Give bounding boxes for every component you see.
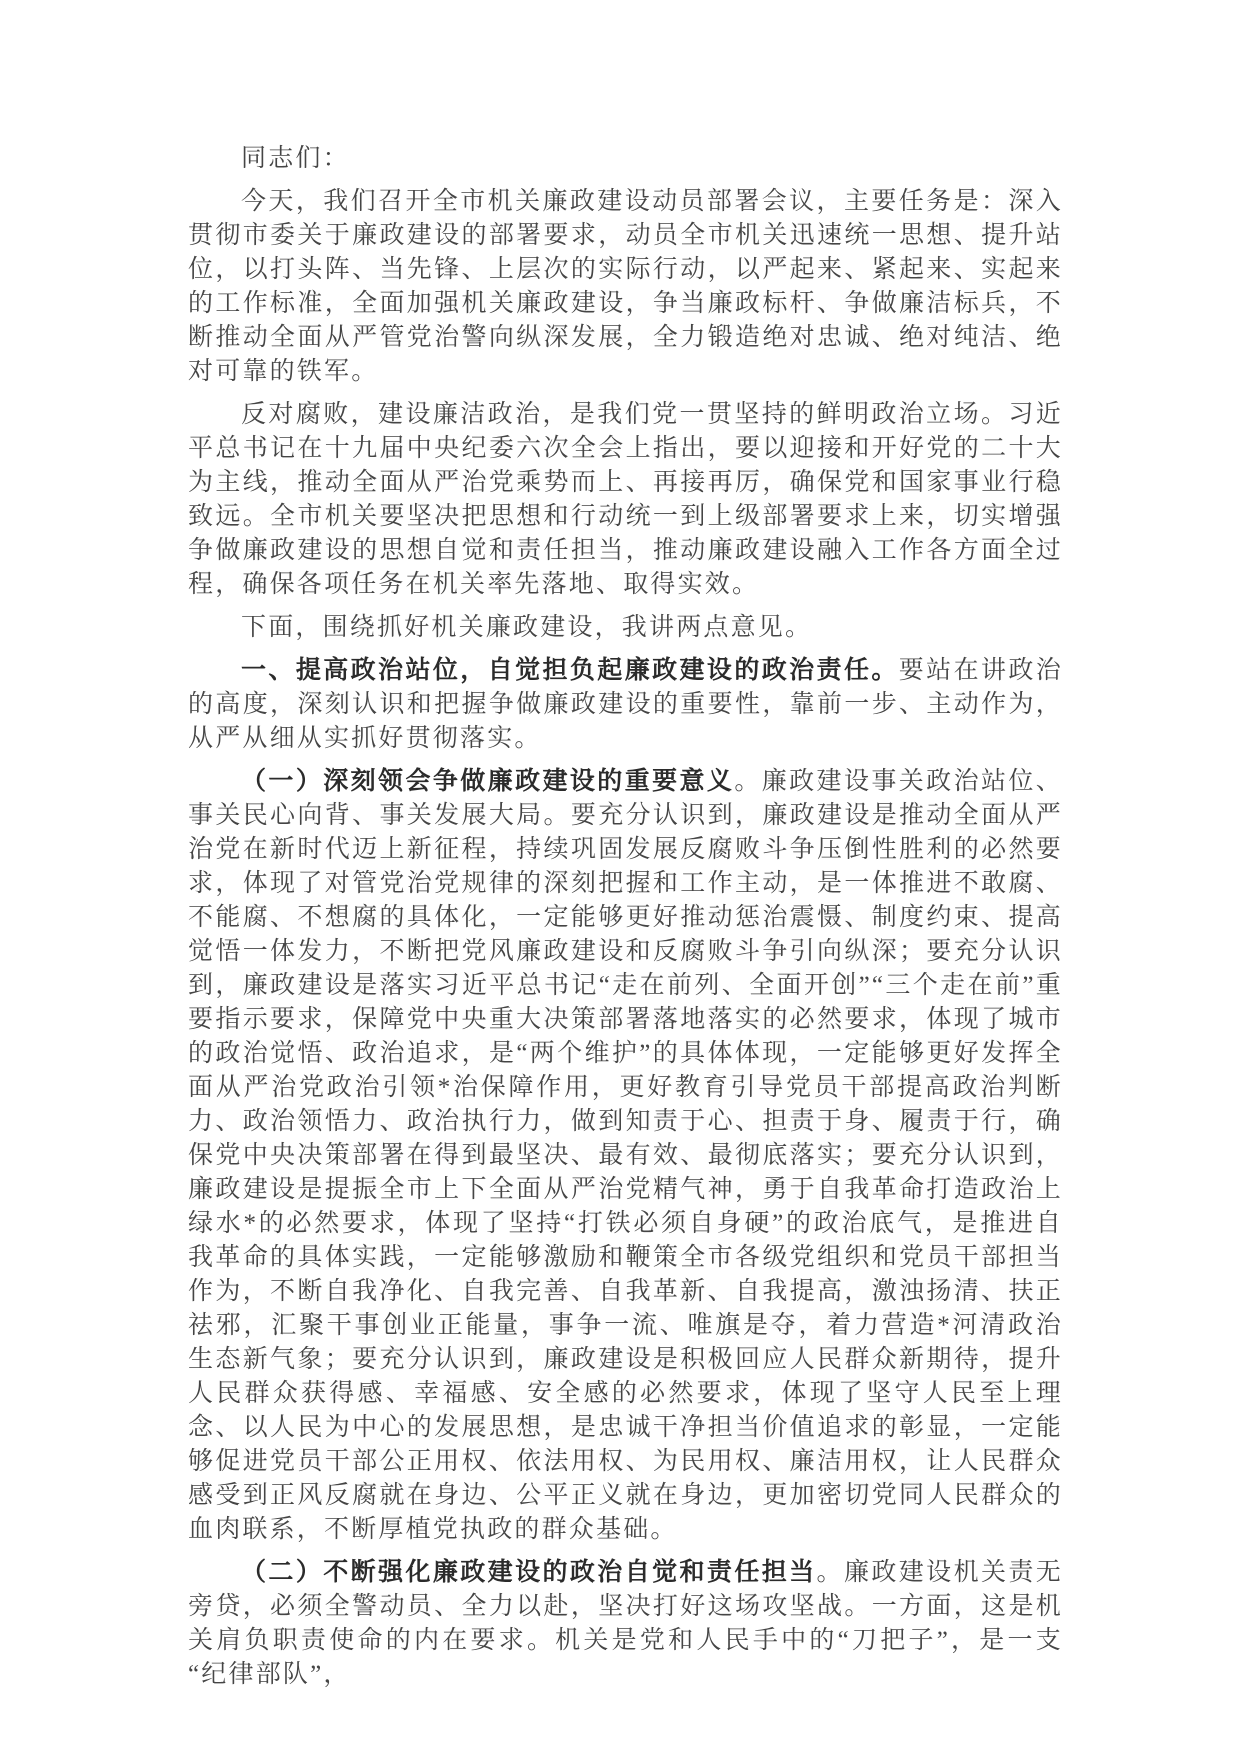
transition-paragraph-text: 下面，围绕抓好机关廉政建设，我讲两点意见。 xyxy=(241,614,813,641)
section-1-text: 要站在讲政治的高度，深刻认识和把握争做廉政建设的重要性，靠前一步、主动作为，从严从细从实抓好贯彻落实。 xyxy=(188,657,1063,752)
background-paragraph xyxy=(188,398,1063,602)
opening-paragraph-text: 今天，我们召开全市机关廉政建设动员部署会议，主要任务是：深入贯彻市委关于廉政建设的部署要求，动员全市机关迅速统一思想、提升站位，以打头阵、当先锋、上层次的实际行动，以严起来、紧起来、实起来的工作标准，全面加强机关廉政建设，争当廉政标杆、争做廉洁标兵，不断推动全面从严管党治警向纵深发展，全力锻造绝对忠诚、绝对纯洁、绝对可靠的铁军。 xyxy=(188,188,1063,385)
document-body xyxy=(188,142,1063,1692)
salutation-text: 同志们： xyxy=(241,145,350,172)
opening-paragraph xyxy=(188,185,1063,389)
section-1-2-paragraph xyxy=(188,1556,1063,1692)
section-1-2-heading: （二）不断强化廉政建设的政治自觉和责任担当 xyxy=(241,1559,817,1586)
section-1-paragraph xyxy=(188,654,1063,756)
section-1-1-paragraph xyxy=(188,765,1063,1547)
section-1-heading: 一、提高政治站位，自觉担负起廉政建设的政治责任。 xyxy=(241,657,899,684)
section-1-1-heading: （一）深刻领会争做廉政建设的重要意义 xyxy=(241,768,735,795)
background-paragraph-text: 反对腐败，建设廉洁政治，是我们党一贯坚持的鲜明政治立场。习近平总书记在十九届中央纪委六次全会上指出，要以迎接和开好党的二十大为主线，推动全面从严治党乘势而上、再接再厉，确保党和国家事业行稳致远。全市机关要坚决把思想和行动统一到上级部署要求上来，切实增强争做廉政建设的思想自觉和责任担当，推动廉政建设融入工作各方面全过程，确保各项任务在机关率先落地、取得实效。 xyxy=(188,401,1063,598)
section-1-2-text: 。廉政建设机关责无旁贷，必须全警动员、全力以赴，坚决打好这场攻坚战。一方面，这是机关肩负职责使命的内在要求。机关是党和人民手中的“刀把子”，是一支“纪律部队”， xyxy=(188,1559,1063,1688)
salutation-paragraph xyxy=(188,142,1063,176)
transition-paragraph xyxy=(188,611,1063,645)
section-1-1-text: 。廉政建设事关政治站位、事关民心向背、事关发展大局。要充分认识到，廉政建设是推动全面从严治党在新时代迈上新征程，持续巩固发展反腐败斗争压倒性胜利的必然要求，体现了对管党治党规律的深刻把握和工作主动，是一体推进不敢腐、不能腐、不想腐的具体化，一定能够更好推动惩治震慑、制度约束、提高觉悟一体发力，不断把党风廉政建设和反腐败斗争引向纵深；要充分认识到，廉政建设是落实习近平总书记“走在前列、全面开创”“三个走在前”重要指示要求，保障党中央重大决策部署落地落实的必然要求，体现了城市的政治觉悟、政治追求，是“两个维护”的具体体现，一定能够更好发挥全面从严治党政治引领*治保障作用，更好教育引导党员干部提高政治判断力、政治领悟力、政治执行力，做到知责于心、担责于身、履责于行，确保党中央决策部署在得到最坚决、最有效、最彻底落实；要充分认识到，廉政建设是提振全市上下全面从严治党精气神，勇于自我革命打造政治上绿水*的必然要求，体现了坚持“打铁必须自身硬”的政治底气，是推进自我革命的具体实践，一定能够激励和鞭策全市各级党组织和党员干部担当作为，不断自我净化、自我完善、自我革新、自我提高，激浊扬清、扶正祛邪，汇聚干事创业正能量，事争一流、唯旗是夺，着力营造*河清政治生态新气象；要充分认识到，廉政建设是积极回应人民群众新期待，提升人民群众获得感、幸福感、安全感的必然要求，体现了坚守人民至上理念、以人民为中心的发展思想，是忠诚干净担当价值追求的彰显，一定能够促进党员干部公正用权、依法用权、为民用权、廉洁用权，让人民群众感受到正风反腐就在身边、公平正义就在身边，更加密切党同人民群众的血肉联系，不断厚植党执政的群众基础。 xyxy=(188,768,1063,1543)
